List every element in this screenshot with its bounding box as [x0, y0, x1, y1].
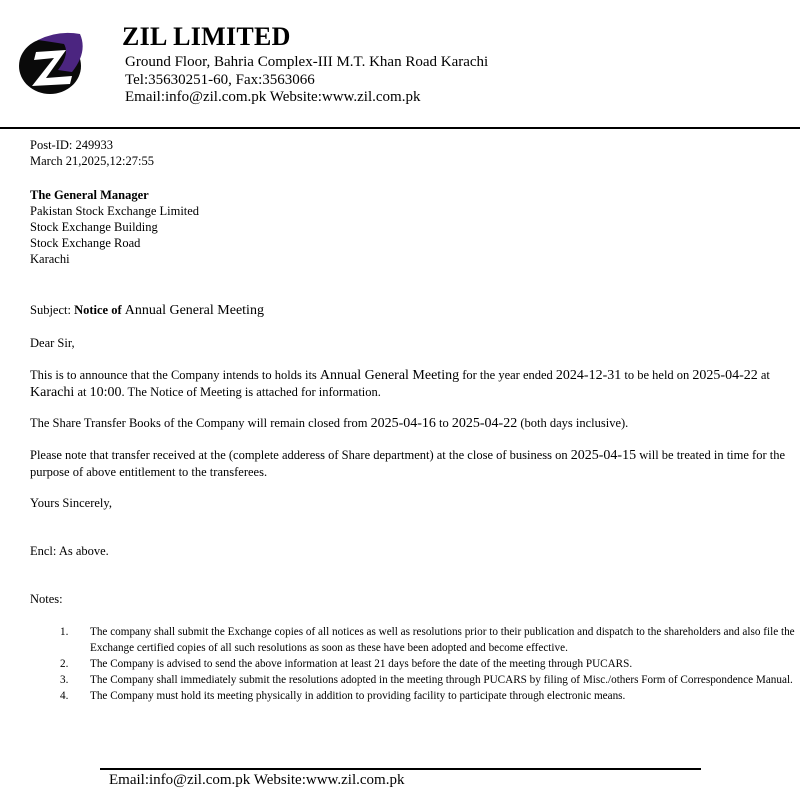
note-item: 2. The Company is advised to send the above information at least 21 days before the date of the meeting through PUCARS. — [60, 658, 633, 670]
recipient-title: The General Manager — [30, 188, 149, 202]
footer-divider — [100, 768, 701, 770]
transfer-paragraph: Please note that transfer received at the (complete adderess of Share department) at the close of business on 2025-04-15 will be treated in time for the purpose of above entitlement to the transferees. — [30, 448, 786, 479]
closure-to-date: 2025-04-22 — [451, 416, 518, 431]
recipient-line: Pakistan Stock Exchange Limited — [30, 204, 200, 218]
closure-from-date: 2025-04-16 — [370, 416, 436, 431]
meeting-type: Annual General Meeting — [319, 368, 460, 383]
notes-list — [60, 624, 795, 704]
closing: Yours Sincerely, — [30, 496, 112, 510]
year-end-date: 2024-12-31 — [555, 368, 622, 383]
header-divider — [0, 127, 800, 129]
company-address: Ground Floor, Bahria Complex-III M.T. Khan Road Karachi — [125, 54, 489, 70]
meeting-time: 10:00 — [89, 385, 122, 400]
company-contact: Tel:35630251-60, Fax:3563066 — [125, 72, 315, 88]
company-name: ZIL LIMITED — [122, 22, 291, 51]
note-item: 3. The Company shall immediately submit the resolutions adopted in the meeting through PUCARS by filing of Misc./others Form of Correspondence Manual. — [60, 674, 793, 686]
notes-title: Notes: — [30, 592, 63, 606]
subject-line — [30, 303, 264, 319]
salutation: Dear Sir, — [30, 336, 75, 350]
note-item: 1. The company shall submit the Exchange copies of all notices as well as resolutions prior to their publication and dispatch to the shareholders and also file the Exchange certified copies of all such resolutions as soon as these have been adopted and become effective. — [60, 626, 795, 654]
subject-label: Subject: — [30, 303, 71, 317]
company-email-website: Email:info@zil.com.pk Website:www.zil.com.pk — [125, 89, 421, 105]
transfer-cutoff-date: 2025-04-15 — [570, 448, 637, 463]
company-logo — [18, 30, 86, 96]
footer-email-website: Email:info@zil.com.pk Website:www.zil.com.pk — [109, 772, 405, 788]
meeting-date: 2025-04-22 — [692, 368, 758, 383]
subject-prefix: Notice of — [74, 303, 122, 317]
post-datetime: March 21,2025,12:27:55 — [30, 154, 154, 168]
enclosure: Encl: As above. — [30, 544, 109, 558]
recipient-line: Karachi — [30, 252, 70, 266]
post-id: Post-ID: 249933 — [30, 138, 113, 152]
subject-text: Annual General Meeting — [124, 303, 264, 318]
recipient-line: Stock Exchange Road — [30, 236, 141, 250]
announcement-paragraph: This is to announce that the Company intends to holds its Annual General Meeting for the year ended 2024-12-31 to be held on 2025-04-22 at Karachi at 10:00. The Notice of Meeting is attached for information. — [30, 368, 770, 400]
note-item: 4. The Company must hold its meeting physically in addition to providing facility to participate through electronic means. — [60, 690, 626, 702]
book-closure-paragraph: The Share Transfer Books of the Company will remain closed from 2025-04-16 to 2025-04-22 (both days inclusive). — [30, 416, 629, 431]
meeting-place: Karachi — [30, 385, 75, 400]
recipient-line: Stock Exchange Building — [30, 220, 158, 234]
